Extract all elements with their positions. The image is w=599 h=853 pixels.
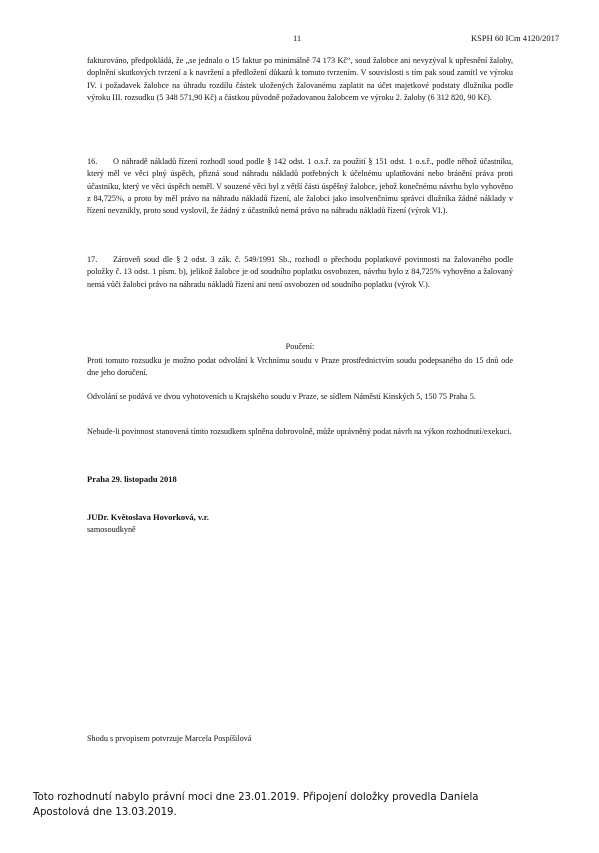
verification-note: Shodu s prvopisem potvrzuje Marcela Pospíšilová: [87, 734, 252, 743]
place-date: Praha 29. listopadu 2018: [87, 474, 177, 484]
paragraph-text: Zároveň soud dle § 2 odst. 3 zák. č. 549/1991 Sb., rozhodl o přechodu poplatkové povinnosti na žalovaného podle položky č. 13 odst. 1 písm. b), jelikož žalobce je od soudního poplatku osvobozen, návrhu bylo z 84,725% vyhověno a žalovaný nemá vůči žalobci právo na náhradu nákladů řízení ani není osvobozen od soudního poplatku (výrok V.).: [87, 255, 513, 289]
instruction-paragraph-1: Proti tomuto rozsudku je možno podat odvolání k Vrchnímu soudu v Praze prostřednictvím soudu podepsaného do 15 dnů ode dne jeho doručení.: [87, 356, 513, 378]
page-number: 11: [293, 33, 302, 43]
paragraph-number: 17.: [87, 255, 98, 264]
judge-role: samosoudkyně: [87, 525, 136, 534]
paragraph-text: fakturováno, předpokládá, že „se jednalo o 15 faktur po minimálně 74 173 Kč“, soud žalobce ani nevyzýval k upřesnění žaloby, doplnění skutkových tvrzení a k navržení a předložení důkazů k tomuto tvrzením. V souvislosti s tím pak soud zamítl ve výroku IV. i požadavek žalobce na úhradu rozdílu částek uložených žalovanému zaplatit na účet majetkové podstaty dlužníka podle výroku III. rozsudku (5 348 571,90 Kč) a částkou původně požadovanou žalobcem ve výroku 2. žaloby (6 312 820, 90 Kč).: [87, 56, 513, 102]
paragraph-16: [87, 156, 513, 217]
instruction-title: Poučení:: [285, 342, 315, 351]
paragraph-number: 16.: [87, 157, 98, 166]
instruction-paragraph-2: Odvolání se podává ve dvou vyhotoveních u Krajského soudu v Praze, se sídlem Náměstí Kinských 5, 150 75 Praha 5.: [87, 392, 476, 401]
finality-stamp: Toto rozhodnutí nabylo právní moci dne 23.01.2019. Připojení doložky provedla Daniela Apostolová dne 13.03.2019.: [33, 792, 479, 818]
instruction-paragraph-3: Nebude-li povinnost stanovená tímto rozsudkem splněna dobrovolně, může oprávněný podat návrh na výkon rozhodnutí/exekuci.: [87, 427, 512, 436]
paragraph-continuation: [87, 55, 513, 104]
judge-name: JUDr. Květoslava Hovorková, v.r.: [87, 512, 209, 522]
case-reference: KSPH 60 ICm 4120/2017: [471, 33, 560, 43]
paragraph-text: O náhradě nákladů řízení rozhodl soud podle § 142 odst. 1 o.s.ř. za použití § 151 odst. 1 o.s.ř., podle něhož účastníku, který měl ve věci plný úspěch, přizná soud náhradu nákladů potřebných k účelnému uplatňování nebo bránění práva proti účastníku, který ve věci úspěch neměl. V souzené věci byl z větší části úspěšný žalobce, jehož konečnému návrhu bylo vyhověno z 84,725%, a proto by měl právo na náhradu nákladů řízení, ale žalobci jako insolvenčnímu správci dlužníka žádné náklady v řízení nevznikly, proto soud vyslovil, že žádný z účastníků nemá právo na náhradu nákladů řízení (výrok VI.).: [87, 157, 513, 216]
paragraph-17: [87, 254, 513, 291]
